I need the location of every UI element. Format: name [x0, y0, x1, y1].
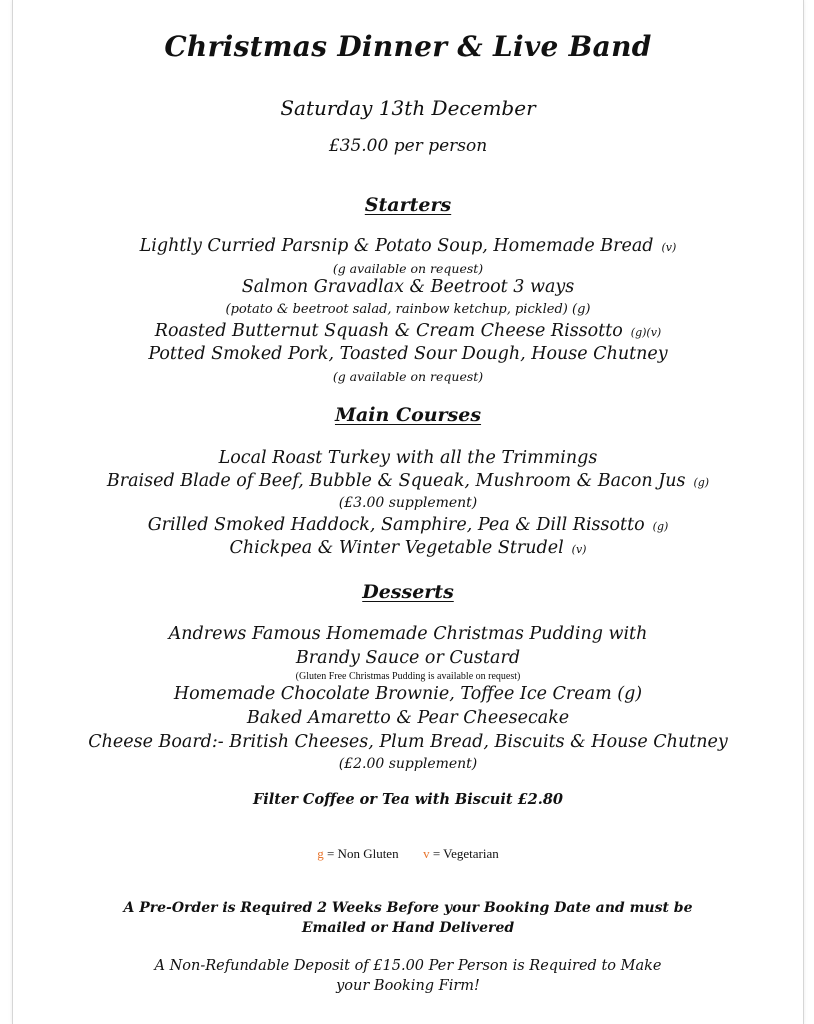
- starters-heading: Starters: [364, 194, 452, 216]
- starter-name: Lightly Curried Parsnip & Potato Soup, Homemade Bread: [139, 236, 654, 256]
- gluten-key: g: [317, 846, 324, 861]
- main-name: Grilled Smoked Haddock, Samphire, Pea & Dill Rissotto: [147, 515, 645, 535]
- main-item: [13, 471, 803, 491]
- dessert-item: Homemade Chocolate Brownie, Toffee Ice Cream (g): [173, 684, 643, 704]
- starter-name: Potted Smoked Pork, Toasted Sour Dough, House Chutney: [148, 344, 668, 364]
- deposit-line: your Booking Firm!: [336, 978, 480, 994]
- dietary-tag: (g): [652, 520, 669, 533]
- starter-item: [13, 321, 803, 341]
- dessert-item: Andrews Famous Homemade Christmas Pudding with: [168, 624, 648, 644]
- menu-page: [12, 0, 804, 1024]
- dessert-note: (Gluten Free Christmas Pudding is available on request): [295, 671, 521, 682]
- deposit-line: A Non-Refundable Deposit of £15.00 Per Person is Required to Make: [154, 958, 662, 974]
- main-name: Braised Blade of Beef, Bubble & Squeak, Mushroom & Bacon Jus: [106, 471, 686, 491]
- main-item: [13, 515, 803, 535]
- desserts-heading: Desserts: [362, 581, 454, 603]
- gluten-label: = Non Gluten: [326, 846, 399, 861]
- menu-title: Christmas Dinner & Live Band: [164, 30, 652, 63]
- dietary-legend: [13, 846, 803, 862]
- starter-item: [13, 277, 803, 297]
- starter-note: (potato & beetroot salad, rainbow ketchup, pickled) (g): [225, 302, 591, 317]
- dietary-tag: (v): [571, 543, 587, 556]
- starter-item: [13, 344, 803, 364]
- dessert-note: (£2.00 supplement): [338, 756, 478, 772]
- main-name: Chickpea & Winter Vegetable Strudel: [229, 538, 564, 558]
- starter-name: Roasted Butternut Squash & Cream Cheese Rissotto: [154, 321, 623, 341]
- mains-heading: Main Courses: [334, 404, 482, 426]
- dessert-item-continued: Brandy Sauce or Custard: [295, 648, 521, 668]
- starter-item: [13, 236, 803, 256]
- preorder-notice: [13, 898, 803, 938]
- deposit-notice: [13, 956, 803, 996]
- price-per-person: £35.00 per person: [328, 136, 488, 156]
- vegetarian-key: v: [423, 846, 430, 861]
- main-note: (£3.00 supplement): [338, 495, 478, 511]
- preorder-line: A Pre-Order is Required 2 Weeks Before your Booking Date and must be: [123, 900, 693, 916]
- event-date: Saturday 13th December: [280, 96, 536, 120]
- dessert-item: Baked Amaretto & Pear Cheesecake: [246, 708, 570, 728]
- preorder-line: Emailed or Hand Delivered: [301, 920, 515, 936]
- main-item: [13, 448, 803, 468]
- dessert-item: Cheese Board:- British Cheeses, Plum Bread, Biscuits & House Chutney: [88, 732, 728, 752]
- vegetarian-label: = Vegetarian: [432, 846, 499, 861]
- dietary-tag: (g)(v): [630, 326, 662, 339]
- main-name: Local Roast Turkey with all the Trimmings: [218, 448, 598, 468]
- dietary-tag: (g): [693, 476, 710, 489]
- starter-note: (g available on request): [332, 261, 484, 276]
- starter-note: (g available on request): [332, 369, 484, 384]
- coffee-offer: Filter Coffee or Tea with Biscuit £2.80: [252, 791, 563, 808]
- dietary-tag: (v): [661, 241, 677, 254]
- starter-name: Salmon Gravadlax & Beetroot 3 ways: [241, 277, 575, 297]
- main-item: [13, 538, 803, 558]
